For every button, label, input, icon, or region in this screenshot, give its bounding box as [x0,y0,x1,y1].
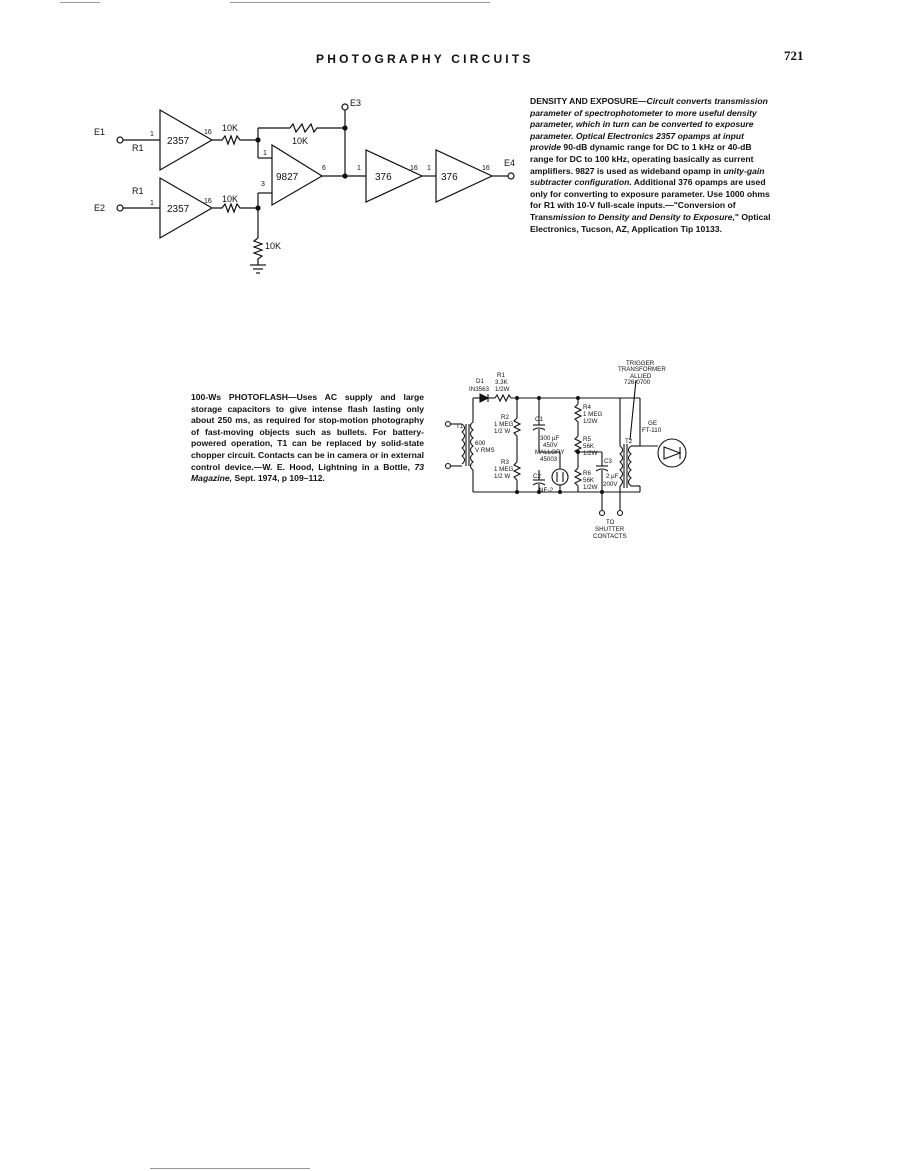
junction-dot [600,490,604,494]
pin-label: 6 [322,165,326,172]
running-head: PHOTOGRAPHY CIRCUITS [316,52,534,66]
pf-label: T2 [625,438,633,445]
pf-label: V RMS [475,447,495,454]
junction-dot [576,396,580,400]
pf-label: R4 [583,404,591,411]
junction-dot [255,137,260,142]
pf-label: D1 [476,378,484,385]
pf-label: 1 MEG [494,466,514,473]
pf-label: C2 [533,473,541,480]
pf-label: 600 [475,440,486,447]
photoflash-caption [191,392,424,485]
pf-label: 2 µF [606,473,619,480]
label-e4: E4 [504,158,516,168]
pf-label: 726-0700 [624,379,651,386]
pin-label: 16 [410,165,418,172]
pf-label: 1/2W [495,386,510,393]
caption-text: Uses AC supply and large storage capacitors to give intense flash lasting only about 250 ms, as required for stop-motion photography of fast-moving objects such as bullets. For battery-powered operation, T1 can be replaced by solid-state chopper circuit. Contacts can be in camera or in external control device.—W. E. Hood, Lightning in a Bottle, [191,392,425,472]
pf-label: R3 [501,459,509,466]
pf-label: 3.3K [495,379,508,386]
junction-dot [515,490,519,494]
e4-terminal [508,173,514,179]
pf-label: CONTACTS [593,533,627,540]
pf-label: TRIGGER [626,360,655,367]
pf-label: 450V [543,442,558,449]
pf-label: 1/2W [583,484,598,491]
label-e1: E1 [94,127,106,137]
junction-dot [342,125,347,130]
caption-text: " Optical Electronics, Tucson, AZ, Application Tip 10133. [530,211,771,234]
caption-text: 90-dB dynamic range for DC to 1 kHz or 40-dB range for DC to 100 kHz, operating basically as current amplifiers. 9827 is used as wideband opamp in [530,142,754,176]
label-opamp-2357-bottom: 2357 [167,204,190,215]
junction-dot [537,396,541,400]
pf-label: GE [648,420,657,427]
pin-label: 1 [150,131,154,138]
density-exposure-caption [530,96,775,235]
caption-text: 73 Magazine, [191,461,424,484]
label-opamp-376-a: 376 [375,172,392,183]
pf-label: MALLORY [535,449,565,456]
label-opamp-2357-top: 2357 [167,136,190,147]
pin-label: 1 [150,200,154,207]
label-res-10k-ground: 10K [265,241,282,251]
pf-label: 200V [603,481,618,488]
label-e3: E3 [350,98,362,108]
pf-label: 56K [583,477,595,484]
pf-label: T1 [456,423,464,430]
label-e2: E2 [94,203,106,213]
junction-dot [558,490,562,494]
caption-text: Sept. 1974, p 109–112. [232,473,325,484]
pf-label: R5 [583,436,591,443]
pf-label: C1 [535,416,543,423]
junction-dot [515,396,519,400]
caption-text: Circuit converts transmission parameter of spectrophotometer to more useful density parameter, which in turn can be converted to exposure parameter. Optical Electronics [530,96,768,141]
pf-label: C3 [604,458,612,465]
e2-terminal [117,205,123,211]
pf-label: 1 MEG [494,421,514,428]
caption-title: DENSITY AND EXPOSURE— [530,96,647,106]
label-opamp-9827: 9827 [276,172,299,183]
pf-label: IN3563 [469,386,489,393]
pf-label: TO [606,519,615,526]
pf-label: 1/2W [583,450,598,457]
pf-label: 1/2W [583,418,598,425]
label-r1-top: R1 [132,143,144,153]
e1-terminal [117,137,123,143]
pf-label: FT-110 [642,427,662,434]
pin-label: 1 [263,150,267,157]
pf-label: NE-2 [539,487,554,494]
label-res-10k-bottom: 10K [222,194,239,204]
pin-label: 1 [357,165,361,172]
pf-label: 56K [583,443,595,450]
junction-dot [342,173,347,178]
pf-label: SHUTTER [595,526,625,533]
pf-label: 1/2 W [494,473,511,480]
pin-label: 3 [261,181,265,188]
pf-label: TRANSFORMER [618,366,666,373]
pf-label: 1/2 W [494,428,511,435]
pf-label: 1 MEG [583,411,603,418]
caption-title: 100-Ws PHOTOFLASH— [191,392,297,402]
pf-label: 300 µF [540,435,560,442]
pin-label: 16 [204,129,212,136]
page-number: 721 [784,48,804,63]
pf-label: R2 [501,414,509,421]
pf-label: 45003 [540,456,558,463]
junction-dot [576,450,580,454]
caption-text: mission to Density and Density to Exposure, [552,211,735,222]
junction-dot [255,205,260,210]
label-opamp-376-b: 376 [441,172,458,183]
label-res-10k-top: 10K [222,123,239,133]
pf-label: R6 [583,470,591,477]
caption-text: unity-gain subtracter configuration. [530,165,765,188]
caption-text: 2357 opamps at input provide [530,130,744,153]
label-r1-bottom: R1 [132,186,144,196]
pin-label: 16 [482,165,490,172]
pin-label: 1 [427,165,431,172]
caption-text: Additional 376 opamps are used only for converting to exposure parameter. Use 1000 ohms for R1 with 10-V full-scale inputs.—"Conversion of Trans [530,177,770,222]
pf-label: ALLIED [630,373,652,380]
e3-terminal [342,104,348,110]
pf-label: R1 [497,372,505,379]
pin-label: 16 [204,198,212,205]
label-res-10k-feedback: 10K [292,136,309,146]
